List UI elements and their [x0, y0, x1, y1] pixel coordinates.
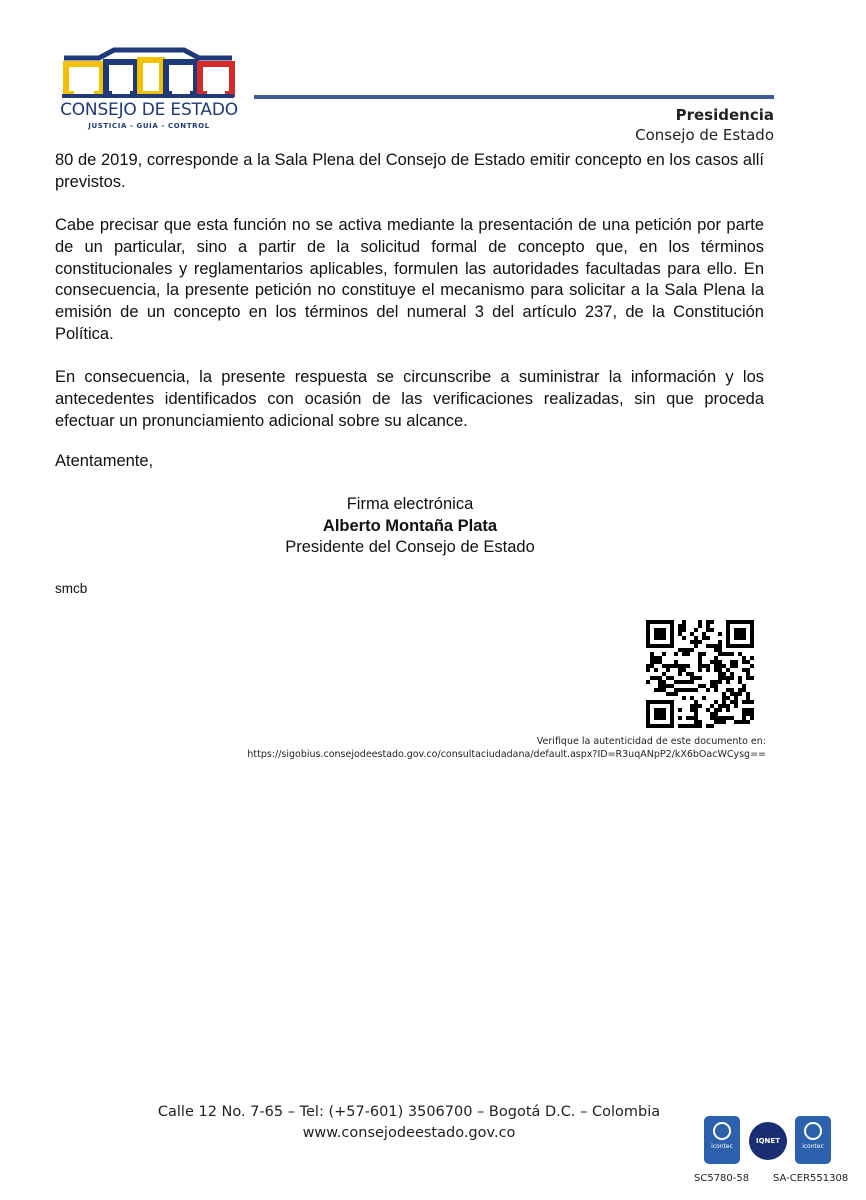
signature-block	[200, 494, 620, 559]
building-emblem-icon	[54, 44, 244, 102]
icontec-iso9001-badge-icon: icontec	[704, 1116, 740, 1164]
consejo-de-estado-logo	[54, 44, 244, 134]
footer-address: Calle 12 No. 7-65 – Tel: (+57-601) 3506700 – Bogotá D.C. – Colombia	[157, 1104, 661, 1120]
closing: Atentamente,	[55, 452, 154, 470]
footer-website[interactable]: www.consejodeestado.gov.co	[302, 1125, 516, 1141]
header-organization: Consejo de Estado	[635, 126, 774, 144]
qr-code-icon[interactable]	[646, 620, 754, 728]
verification-label: Verifique la autenticidad de este documento en:	[536, 736, 766, 747]
signature-type: Firma electrónica	[346, 495, 474, 513]
paragraph-3: En consecuencia, la presente respuesta se circunscribe a suministrar la información y los antecedentes identificados con ocasión de las verificaciones realizadas, sin que proceda efectuar un pronunciamiento adicional sobre su alcance.	[55, 368, 764, 430]
header-office: Presidencia	[675, 106, 774, 124]
iqnet-badge-icon: IQNET	[749, 1122, 787, 1160]
signer-name: Alberto Montaña Plata	[322, 516, 498, 535]
logo-name: CONSEJO DE ESTADO	[60, 100, 238, 120]
header-rule	[254, 95, 774, 99]
certificate-code-2: SA-CER551308	[773, 1173, 849, 1184]
signer-title: Presidente del Consejo de Estado	[285, 538, 535, 556]
paragraph-1: 80 de 2019, corresponde a la Sala Plena del Consejo de Estado emitir concepto en los casos allí previstos.	[55, 151, 764, 191]
icontec-iso14001-badge-icon: icontec	[795, 1116, 831, 1164]
certificate-code-1: SC5780-58	[694, 1173, 750, 1184]
verification-url[interactable]: https://sigobius.consejodeestado.gov.co/consultaciudadana/default.aspx?ID=R3uqANpP2/kX6bOacWCysg==	[247, 749, 766, 760]
initials: smcb	[55, 581, 88, 596]
logo-tagline: JUSTICIA - GUÍA - CONTROL	[88, 122, 210, 130]
paragraph-2: Cabe precisar que esta función no se activa mediante la presentación de una petición por parte de un particular, sino a partir de la solicitud formal de concepto que, en los términos constitucionales y reglamentarios aplicables, formulen las autoridades facultadas para ello. En consecuencia, la presente petición no constituye el mecanismo para solicitar a la Sala Plena la emisión de un concepto en los términos del numeral 3 del artículo 237, de la Constitución Política.	[55, 216, 764, 343]
